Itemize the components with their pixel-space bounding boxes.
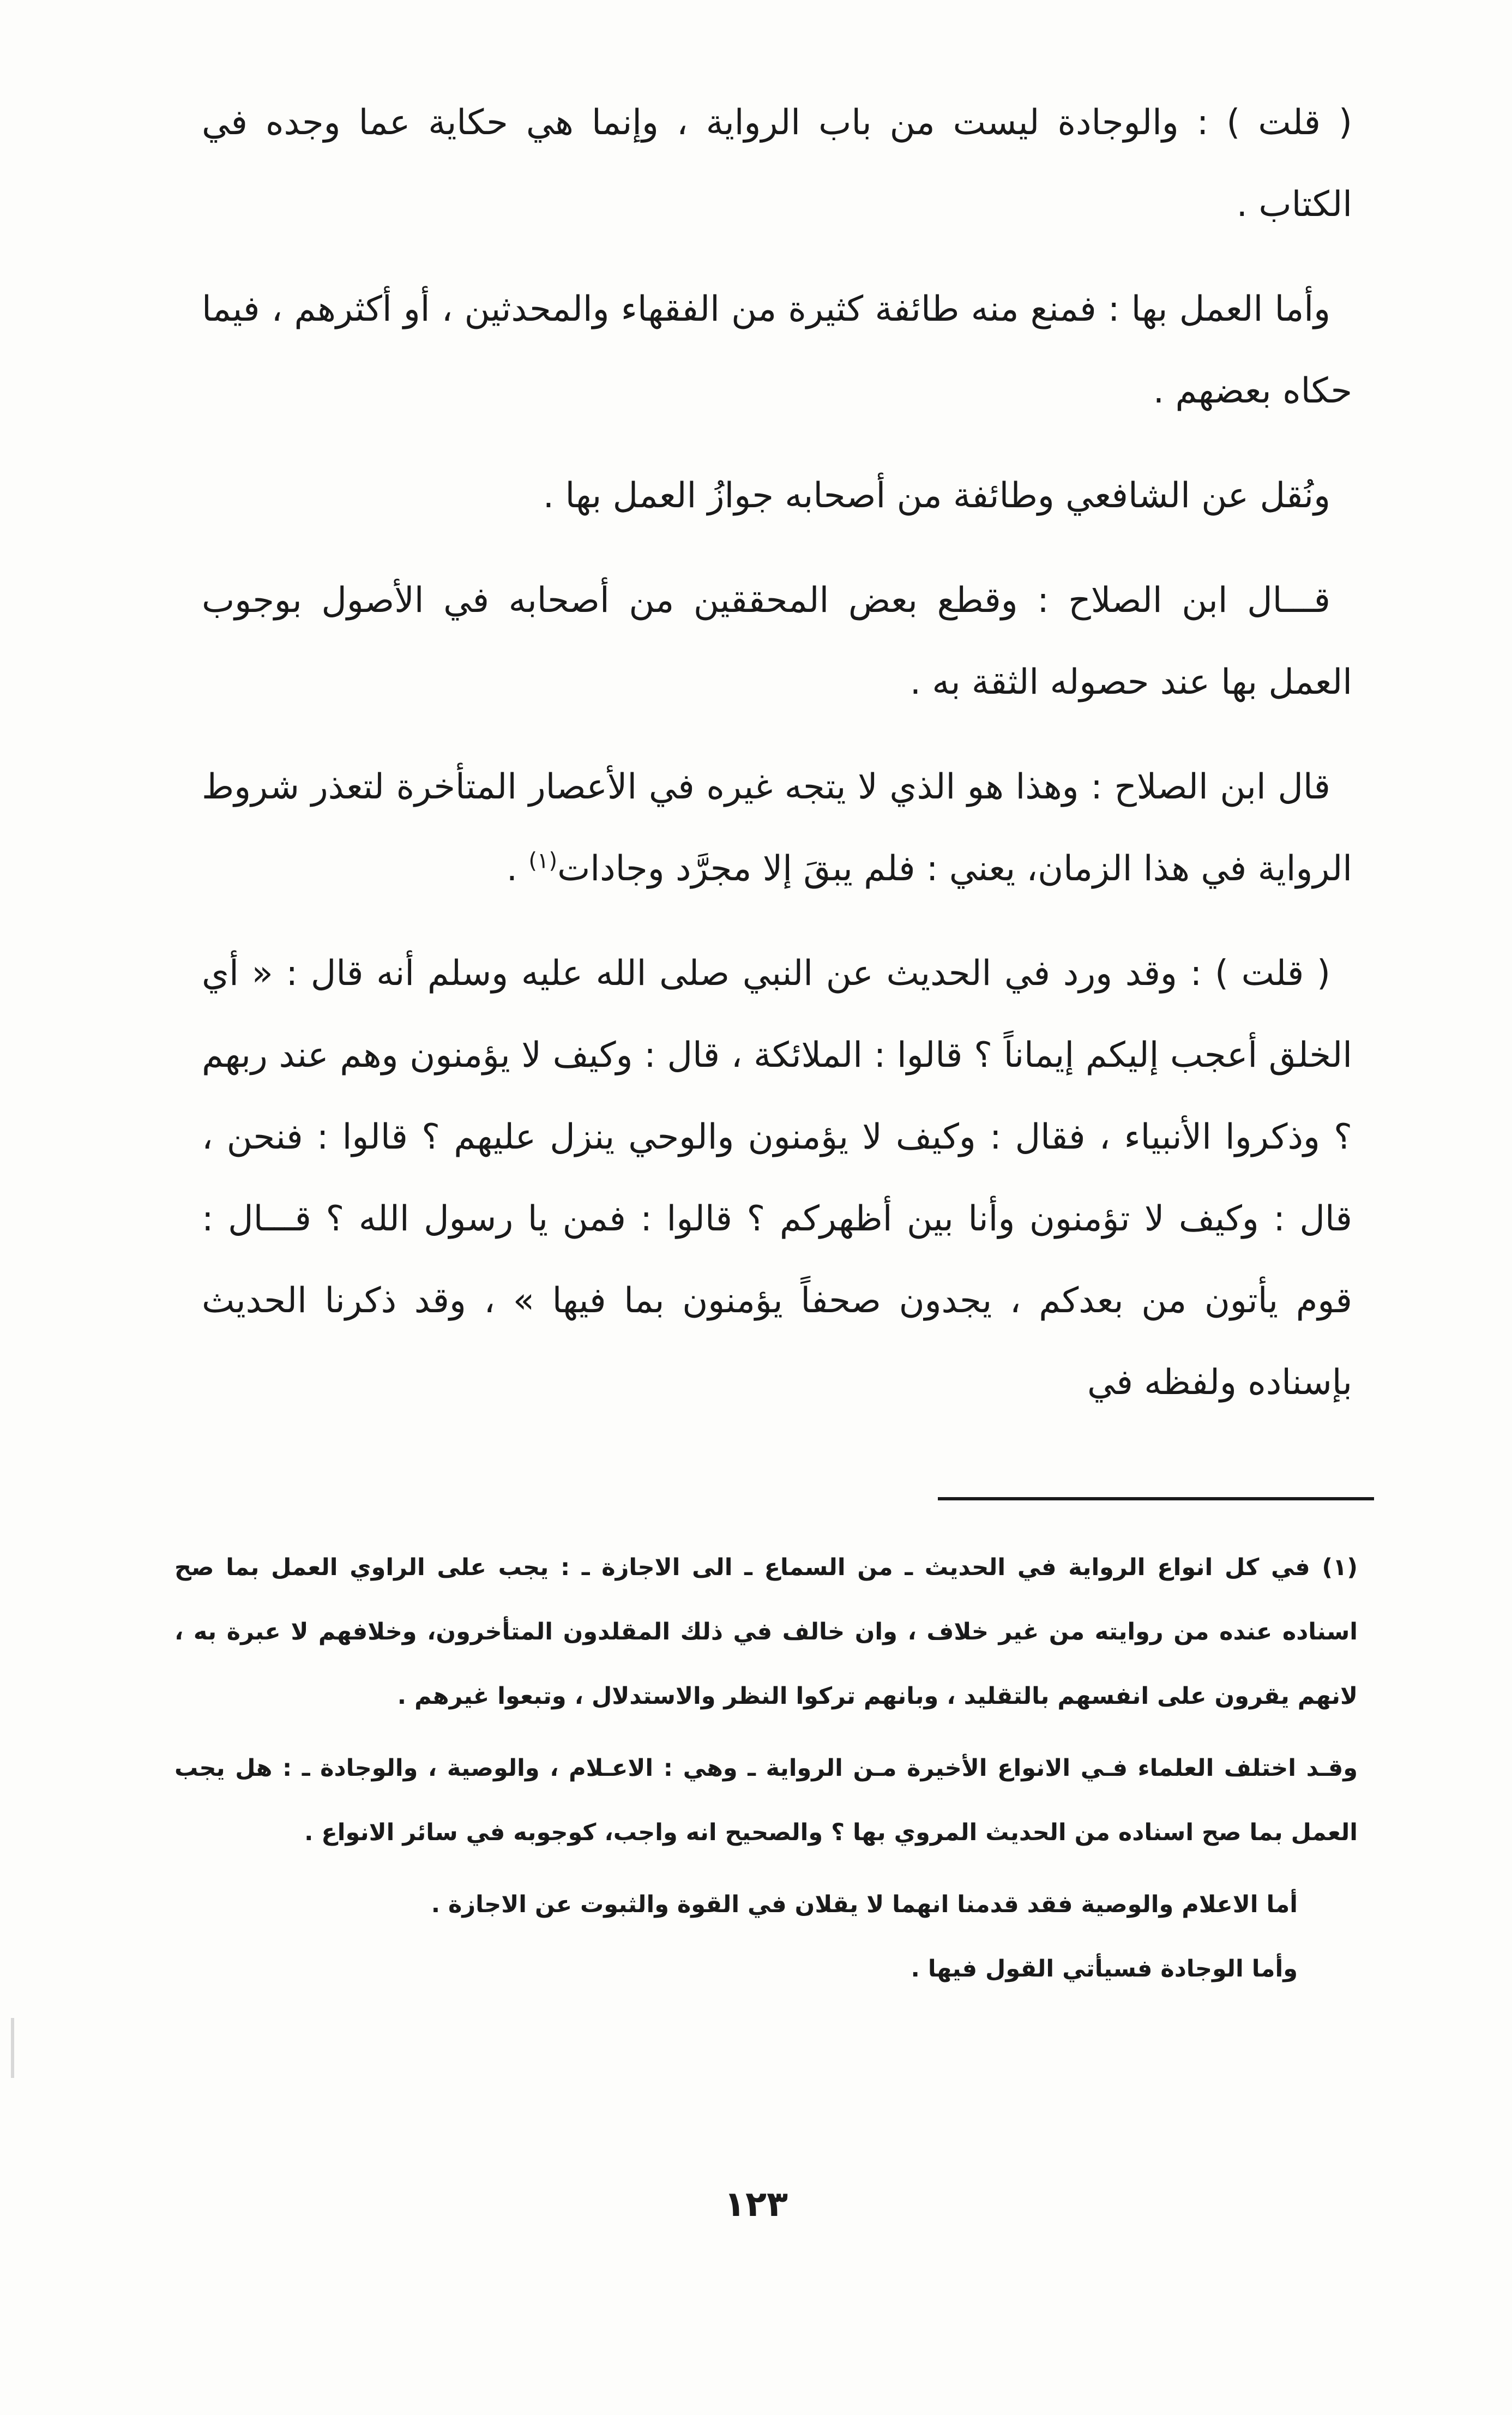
paragraph-hadith: ( قلت ) : وقد ورد في الحديث عن النبي صلى الله عليه وسلم أنه قال : « أي الخلق أعجب إليكم إيماناً ؟ قالوا : الملائكة ، قال : وكيف لا يؤمنون وهم عند ربهم ؟ وذكروا الأنبياء ، فقال : وكيف لا يؤمنون والوحي ينزل عليهم ؟ قالوا : فنحن ، قال : وكيف لا تؤمنون وأنا بين أظهركم ؟ قالوا : فمن يا رسول الله ؟ قـــال : قوم يأتون من بعدكم ، يجدون صحفاً يؤمنون بما فيها » ، وقد ذكرنا الحديث بإسناده ولفظه في xyxy=(202,953,1352,1403)
paragraph-end-mark: . xyxy=(506,849,529,889)
footnote-ilam-wasiyya: أما الاعلام والوصية فقد قدمنا انهما لا يقلان في القوة والثبوت عن الاجازة . xyxy=(431,1891,1298,1918)
scan-edge-mark xyxy=(11,2018,14,2078)
paragraph-wijada-definition: ( قلت ) : والوجادة ليست من باب الرواية ، وإنما هي حكاية عما وجده في الكتاب . xyxy=(202,103,1352,225)
footnote-wijada-later: وأما الوجادة فسيأتي القول فيها . xyxy=(911,1955,1298,1983)
page-number: ١٢٣ xyxy=(724,2184,788,2225)
paragraph-acting-upon: وأما العمل بها : فمنع منه طائفة كثيرة من الفقهاء والمحدثين ، أو أكثرهم ، فيما حكاه بعضهم . xyxy=(202,289,1352,411)
footnote-continuation: وقـد اختلف العلماء فـي الانواع الأخيرة مـن الرواية ـ وهي : الاعـلام ، والوصية ، والوجادة ـ : هل يجب العمل بما صح اسناده من الحديث المروي بها ؟ والصحيح انه واجب، كوجوبه في سائر الانواع . xyxy=(174,1755,1358,1846)
footnote-separator xyxy=(938,1497,1374,1500)
paragraph-ibn-salah-later-ages-text: قال ابن الصلاح : وهذا هو الذي لا يتجه غيره في الأعصار المتأخرة لتعذر شروط الرواية في هذا الزمان، يعني : فلم يبقَ إلا مجرَّد وجادات xyxy=(202,767,1352,889)
paragraph-ibn-salah-later-ages xyxy=(202,746,1352,910)
paragraph-ibn-salah-usul: قـــال ابن الصلاح : وقطع بعض المحققين من أصحابه في الأصول بوجوب العمل بها عند حصوله الثقة به . xyxy=(202,580,1352,702)
footnote-1: (١) في كل انواع الرواية في الحديث ـ من السماع ـ الى الاجازة ـ : يجب على الراوي العمل بما صح اسناده عنده من روايته من غير خلاف ، وان خالف في ذلك المقلدون المتأخرون، وخلافهم لا عبرة به ، لانهم يقرون على انفسهم بالتقليد ، وبانهم تركوا النظر والاستدلال ، وتبعوا غيرهم . xyxy=(174,1554,1358,1710)
footnotes-section xyxy=(174,1535,1358,2001)
footnote-reference[interactable]: (١) xyxy=(528,848,558,874)
main-text-body xyxy=(202,82,1352,1423)
paragraph-shafii: ونُقل عن الشافعي وطائفة من أصحابه جوازُ العمل بها . xyxy=(543,476,1330,516)
